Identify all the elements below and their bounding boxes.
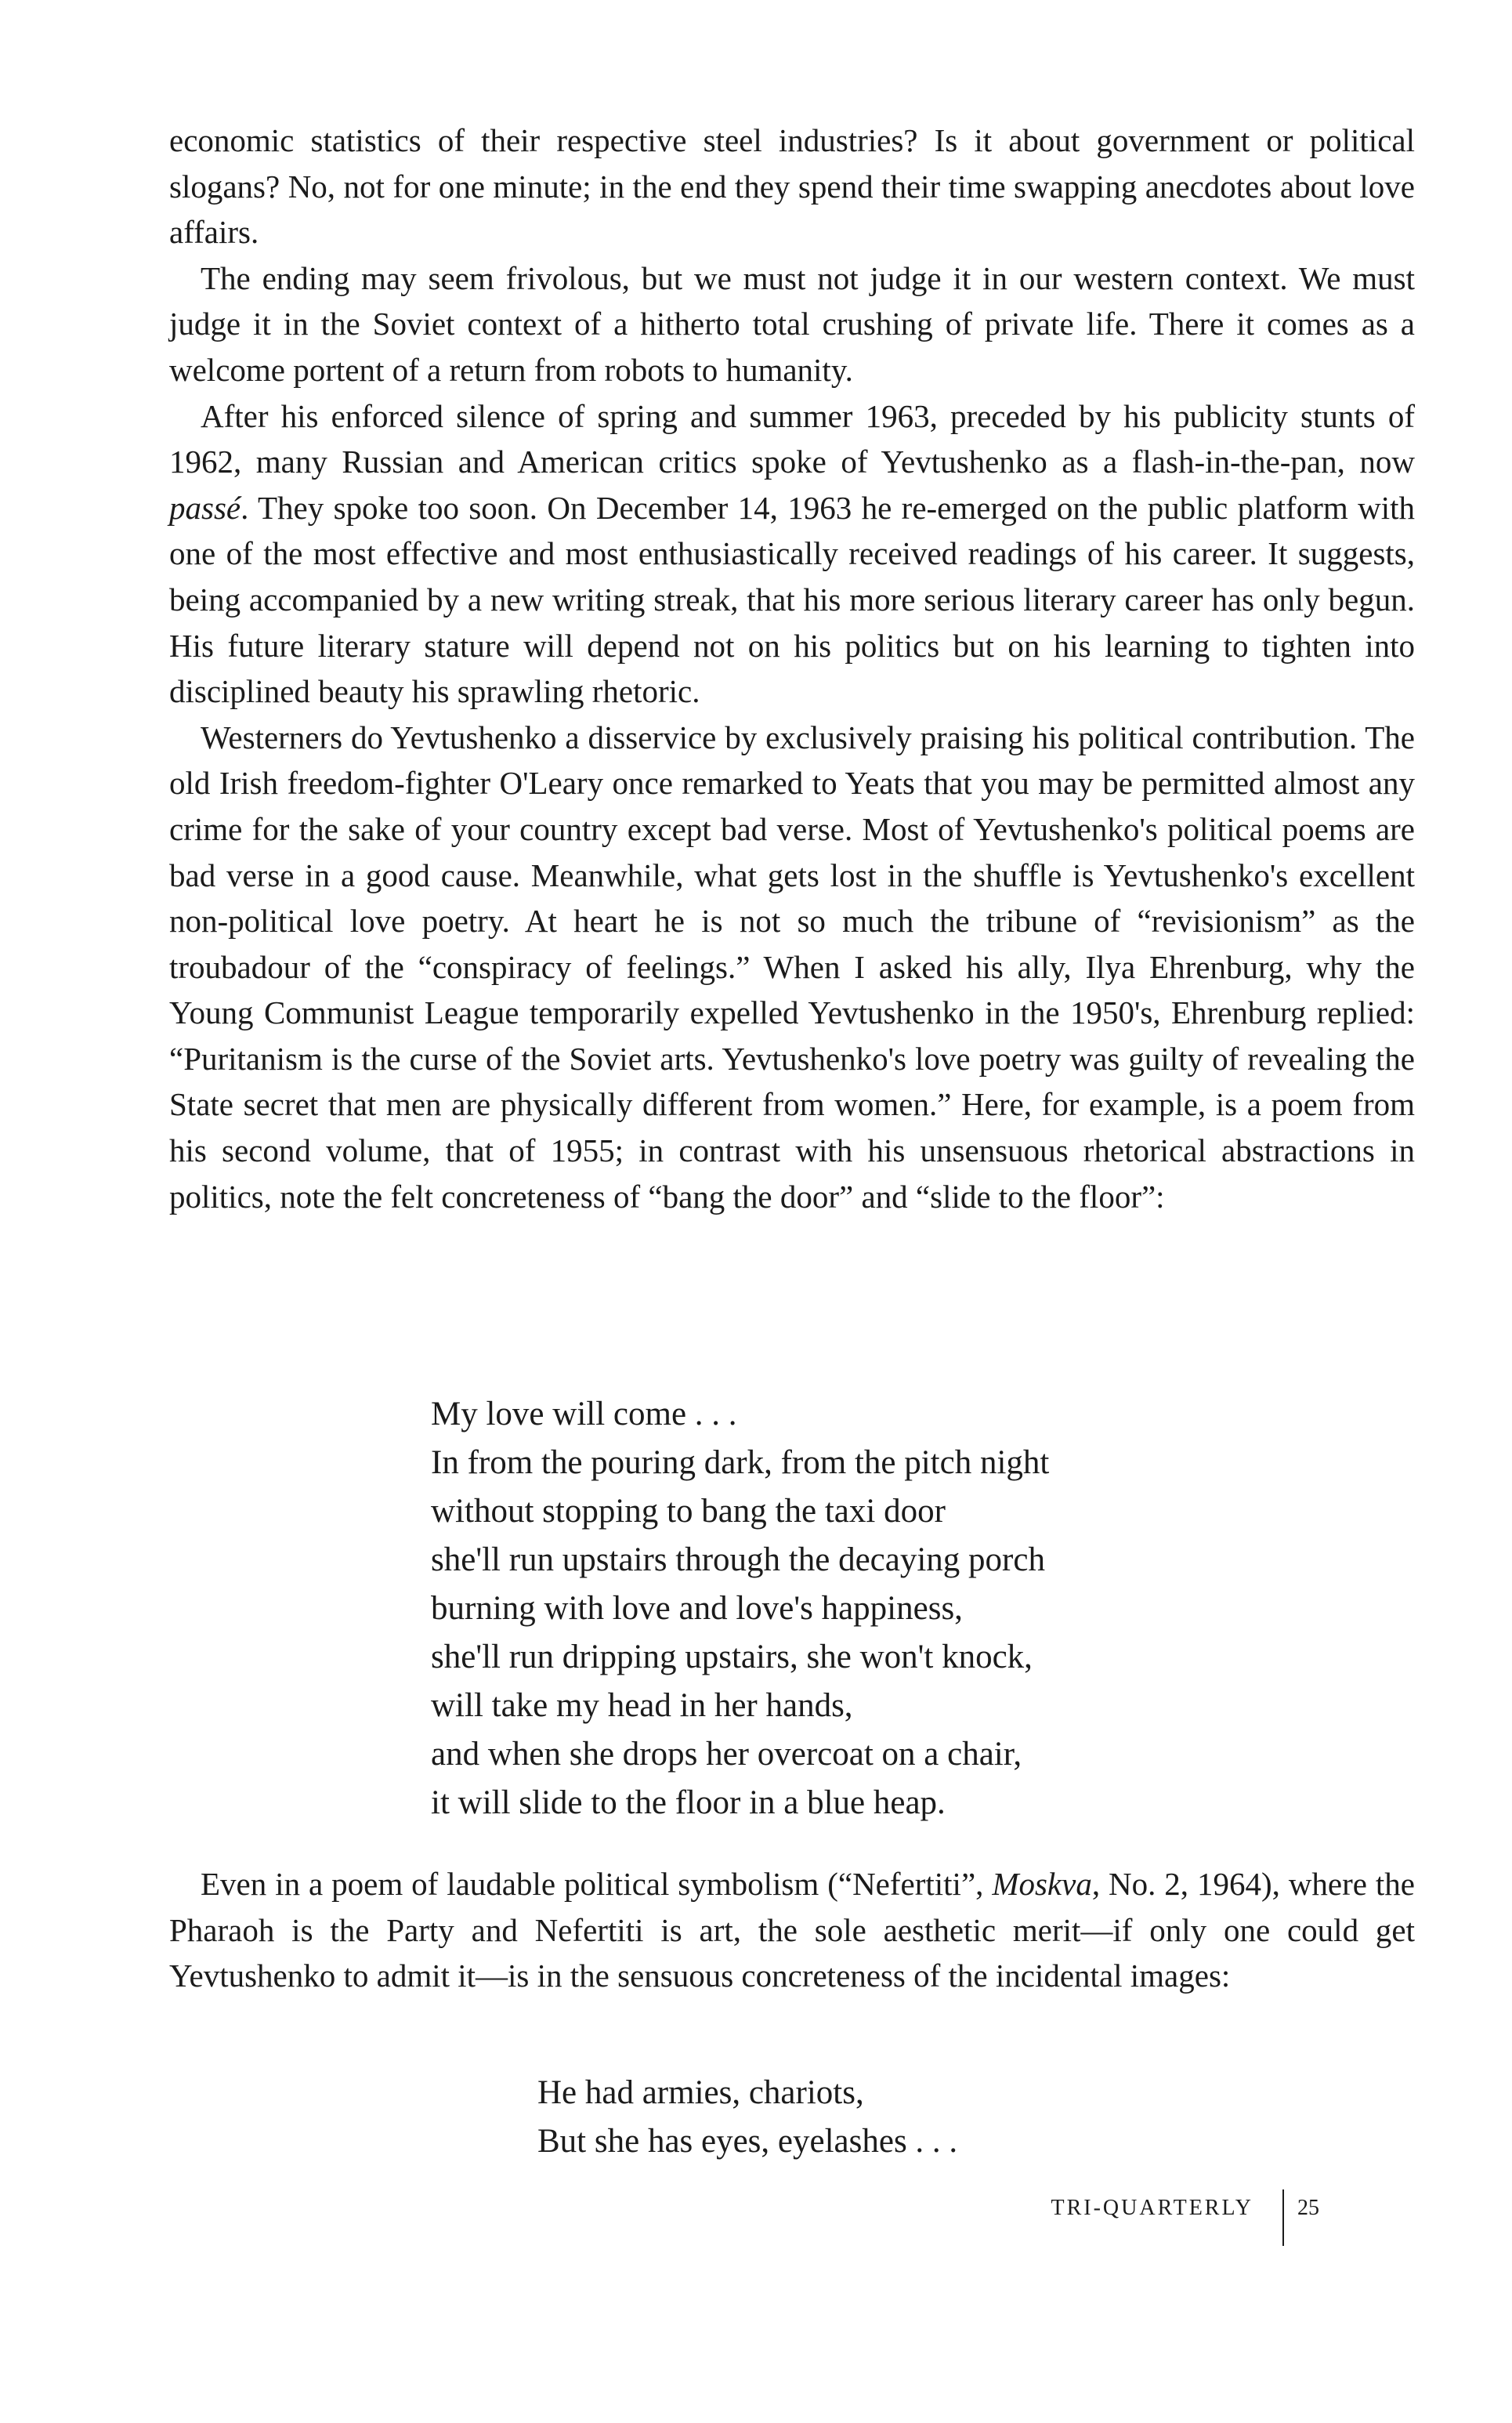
- poem-line: will take my head in her hands,: [431, 1687, 853, 1724]
- poem-line: In from the pouring dark, from the pitch night: [431, 1444, 1050, 1481]
- paragraph-westerners: Westerners do Yevtushenko a disservice by exclusively praising his political contribution. The old Irish freedom-fighter O'Leary once remarked to Yeats that you may be permitted almost any crime for the sake of your country except bad verse. Most of Yevtushenko's political poems are bad verse in a good cause. Meanwhile, what gets lost in the shuffle is Yevtushenko's excellent non-political love poetry. At heart he is not so much the tribune of “revisionism” as the troubadour of the “conspiracy of feelings.” When I asked his ally, Ilya Ehrenburg, why the Young Communist League temporarily expelled Yevtushenko in the 1950's, Ehrenburg replied: “Puritanism is the curse of the Soviet arts. Yevtushenko's love poetry was guilty of revealing the State secret that men are physically different from women.” Here, for example, is a poem from his second volume, that of 1955; in contrast with his unsensuous rhetorical abstractions in politics, note the felt concreteness of “bang the door” and “slide to the floor”:: [169, 719, 1415, 1215]
- poem-line: burning with love and love's happiness,: [431, 1590, 963, 1627]
- journal-name: TRI-QUARTERLY: [1051, 2196, 1253, 2220]
- page-footer: [1051, 2189, 1371, 2246]
- poem-line: she'll run upstairs through the decaying porch: [431, 1541, 1045, 1578]
- paragraph-nefertiti: [169, 1861, 1415, 1999]
- italic-title: Moskva: [992, 1866, 1092, 1902]
- poem-line: she'll run dripping upstairs, she won't knock,: [431, 1639, 1033, 1675]
- page-number: 25: [1297, 2196, 1319, 2220]
- body-text-lower: [169, 1861, 1415, 1999]
- paragraph-soviet-context: The ending may seem frivolous, but we must not judge it in our western context. We must judge it in the Soviet context of a hitherto total crushing of private life. There it comes as a welcome portent of a return from robots to humanity.: [169, 259, 1415, 388]
- poem-line: My love will come . . .: [431, 1396, 737, 1432]
- poem-line: without stopping to bang the taxi door: [431, 1493, 946, 1530]
- poem-excerpt-love: [431, 1390, 1049, 1827]
- poem-line: He had armies, chariots,: [537, 2074, 864, 2111]
- poem-line: it will slide to the floor in a blue heap.: [431, 1784, 946, 1821]
- paragraph-enforced-silence: [169, 393, 1415, 715]
- poem-excerpt-nefertiti: [537, 2069, 957, 2166]
- paragraph-continuation: economic statistics of their respective steel industries? Is it about government or political slogans? No, not for one minute; in the end they spend their time swapping anecdotes about love affairs.: [169, 122, 1415, 251]
- italic-word: passé: [169, 489, 241, 526]
- body-text-upper: [169, 118, 1415, 1219]
- paragraph-text: , No. 2, 1964), where the Pharaoh is the Party and Nefertiti is art, the sole aesthetic merit—if only one could get Yevtushenko to admit it—is in the sensuous concreteness of the incidental images:: [169, 1866, 1416, 1994]
- poem-line: and when she drops her overcoat on a chair,: [431, 1736, 1022, 1773]
- poem-line: But she has eyes, eyelashes . . .: [537, 2123, 958, 2160]
- paragraph-text: Even in a poem of laudable political symbolism (“Nefertiti”,: [201, 1866, 993, 1902]
- paragraph-text: After his enforced silence of spring and summer 1963, preceded by his publicity stunts of 1962, many Russian and American critics spoke of Yevtushenko as a flash-in-the-pan, now: [169, 397, 1415, 480]
- paragraph-text: . They spoke too soon. On December 14, 1963 he re-emerged on the public platform with one of the most effective and most enthusiastically received readings of his career. It suggests, being accompanied by a new writing streak, that his more serious literary career has only begun. His future literary stature will depend not on his politics but on his learning to tighten into disciplined beauty his sprawling rhetoric.: [169, 489, 1415, 710]
- footer-divider: [1282, 2189, 1284, 2246]
